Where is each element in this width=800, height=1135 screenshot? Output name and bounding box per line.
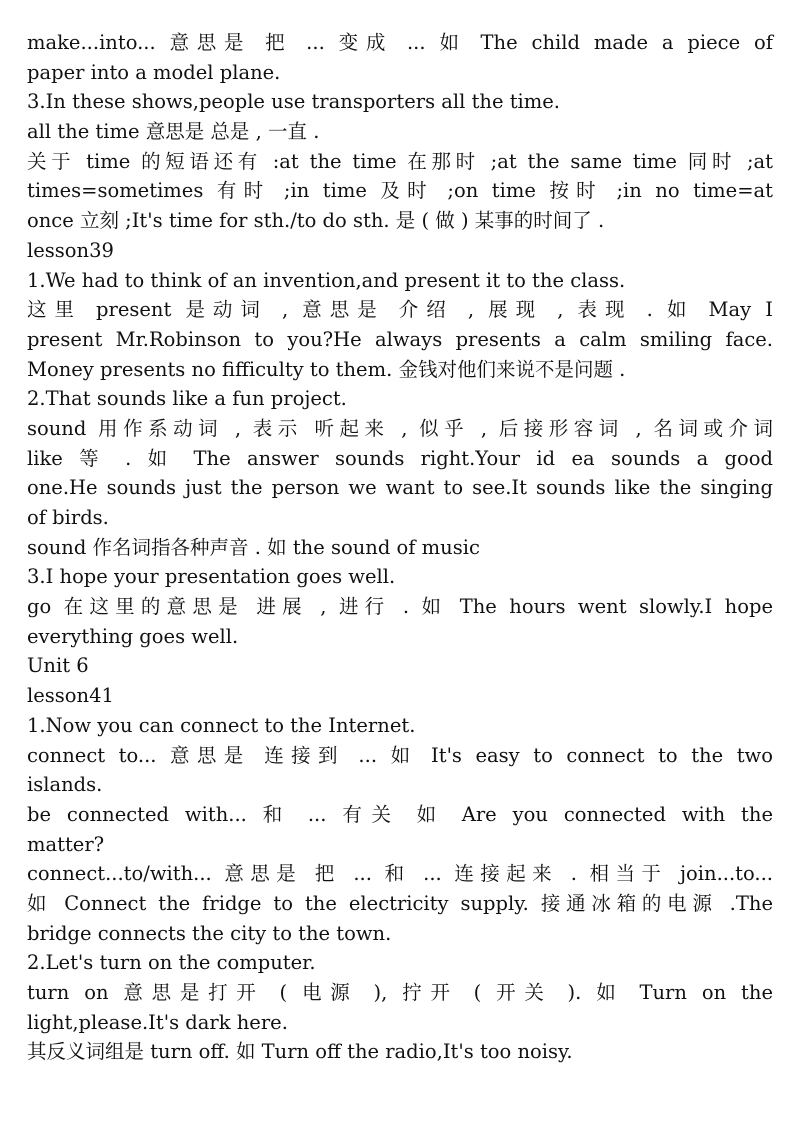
text-line: 1.We had to think of an invention,and present it to the class. bbox=[27, 268, 626, 292]
text-line: all the time 意思是 总是 , 一直 . bbox=[27, 120, 320, 144]
text-line: turn on 意思是打开 ( 电源 ), 拧开 ( 开关 ). 如 Turn on the bbox=[27, 981, 773, 1004]
text-line: 这里 present 是动词 , 意思是 介绍 , 展现 , 表现 . 如 May I bbox=[27, 298, 773, 322]
text-line: 3.In these shows,people use transporters all the time. bbox=[27, 90, 561, 114]
text-line: make...into... 意思是 把 ... 变成 ... 如 The child made a piece of bbox=[27, 31, 773, 54]
lesson-heading: lesson39 bbox=[27, 238, 114, 262]
text-line: 1.Now you can connect to the Internet. bbox=[27, 713, 416, 737]
text-line: sound 用作系动词 , 表示 听起来 , 似乎 , 后接形容词 , 名词或介词 bbox=[27, 416, 773, 440]
text-line: sound 作名词指各种声音 . 如 the sound of music bbox=[27, 535, 480, 559]
text-line: present Mr.Robinson to you?He always presents a calm smiling face. bbox=[27, 327, 773, 351]
document-page bbox=[27, 28, 773, 1067]
text-line: connect...to/with... 意思是 把 ... 和 ... 连接起来 . 相当于 join...to... bbox=[27, 862, 773, 886]
text-line: bridge connects the city to the town. bbox=[27, 921, 392, 945]
lesson-heading: lesson41 bbox=[27, 684, 114, 708]
text-line: paper into a model plane. bbox=[27, 60, 281, 84]
text-line: matter? bbox=[27, 832, 105, 856]
text-line: 2.That sounds like a fun project. bbox=[27, 387, 347, 411]
text-line: connect to... 意思是 连接到 ... 如 It's easy to connect to the two bbox=[27, 743, 773, 767]
text-line: one.He sounds just the person we want to see.It sounds like the singing bbox=[27, 476, 773, 500]
text-line: once 立刻 ;It's time for sth./to do sth. 是 ( 做 ) 某事的时间了 . bbox=[27, 209, 605, 233]
text-line: islands. bbox=[27, 773, 103, 797]
text-line: 如 Connect the fridge to the electricity supply. 接通冰箱的电源 .The bbox=[27, 891, 773, 915]
text-line: go 在这里的意思是 进展 , 进行 . 如 The hours went slowly.I hope bbox=[27, 595, 773, 619]
text-line: light,please.It's dark here. bbox=[27, 1010, 288, 1034]
text-line: Money presents no fifficulty to them. 金钱对他们来说不是问题 . bbox=[27, 357, 626, 381]
text-line: 关于 time 的短语还有 :at the time 在那时 ;at the same time 同时 ;at bbox=[27, 149, 773, 173]
text-line: of birds. bbox=[27, 506, 109, 529]
text-line: like 等 . 如 The answer sounds right.Your id ea sounds a good bbox=[27, 446, 773, 470]
text-line: 3.I hope your presentation goes well. bbox=[27, 565, 396, 589]
unit-heading: Unit 6 bbox=[27, 654, 89, 678]
text-line: 2.Let's turn on the computer. bbox=[27, 951, 316, 975]
text-line: 其反义词组是 turn off. 如 Turn off the radio,It's too noisy. bbox=[27, 1040, 573, 1064]
text-line: times=sometimes 有时 ;in time 及时 ;on time 按时 ;in no time=at bbox=[27, 179, 773, 203]
text-line: be connected with... 和 ... 有关 如 Are you connected with the bbox=[27, 802, 773, 826]
text-line: everything goes well. bbox=[27, 624, 239, 648]
